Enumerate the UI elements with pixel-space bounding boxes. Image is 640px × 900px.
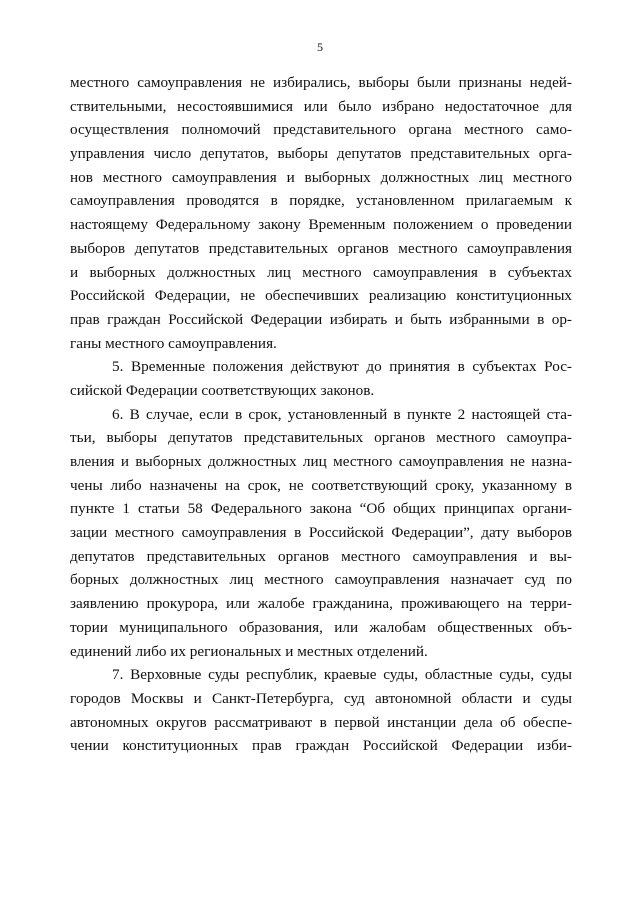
text-line: борных должностных лиц местного самоуправления назначает суд по [70,571,572,589]
paragraph-item-5 [70,355,572,402]
text-line: чены либо назначены на срок, не соответствующий сроку, указанному в [70,476,572,494]
document-body [70,71,572,758]
text-line: ганы местного самоуправления. [70,334,277,352]
text-line: настоящему Федеральному закону Временным положением о проведении [70,216,572,234]
text-line: нов местного самоуправления и выборных должностных лиц местного [70,168,572,186]
text-line: тории муниципального образования, или жалобам общественных объ- [70,618,572,636]
text-line: управления число депутатов, выборы депутатов представительных орга- [70,145,572,163]
text-line: заявлению прокурора, или жалобе гражданина, проживающего на терри- [70,595,572,613]
paragraph-continuation [70,71,572,355]
text-line: депутатов представительных органов местного самоуправления и вы- [70,547,572,565]
text-line: вления и выборных должностных лиц местного самоуправления не назна- [70,453,572,470]
text-line: ствительными, несостоявшимися или было избрано недостаточное для [70,97,572,115]
text-line: 6. В случае, если в срок, установленный в пункте 2 настоящей ста- [112,405,572,423]
text-line: городов Москвы и Санкт-Петербурга, суд автономной области и суды [70,689,572,707]
page-number: 5 [317,40,323,54]
text-line: сийской Федерации соответствующих законов. [70,381,375,399]
text-line: 7. Верховные суды республик, краевые суды, областные суды, суды [112,666,572,684]
text-line: осуществления полномочий представительного органа местного само- [70,121,572,139]
paragraph-item-7 [70,663,572,758]
text-line: прав граждан Российской Федерации избирать и быть избранными в ор- [70,310,572,328]
text-line: выборов депутатов представительных органов местного самоуправления [70,239,572,257]
text-line: тьи, выборы депутатов представительных органов местного самоупра- [70,429,572,447]
text-line: самоуправления проводятся в порядке, установленном прилагаемым к [70,192,572,210]
text-line: и выборных должностных лиц местного самоуправления в субъектах [70,263,572,281]
text-line: единений либо их региональных и местных отделений. [70,642,428,660]
text-line: чении конституционных прав граждан Российской Федерации изби- [70,737,572,755]
text-line: местного самоуправления не избирались, выборы были признаны недей- [70,74,572,91]
text-line: Российской Федерации, не обеспечивших реализацию конституционных [70,287,572,305]
text-line: автономных округов рассматривают в первой инстанции дела об обеспе- [70,713,572,731]
paragraph-item-6 [70,403,572,664]
text-line: 5. Временные положения действуют до принятия в субъектах Рос- [112,358,572,376]
text-line: зации местного самоуправления в Российской Федерации”, дату выборов [70,524,572,542]
text-line: пункте 1 статьи 58 Федерального закона “Об общих принципах органи- [70,500,572,518]
